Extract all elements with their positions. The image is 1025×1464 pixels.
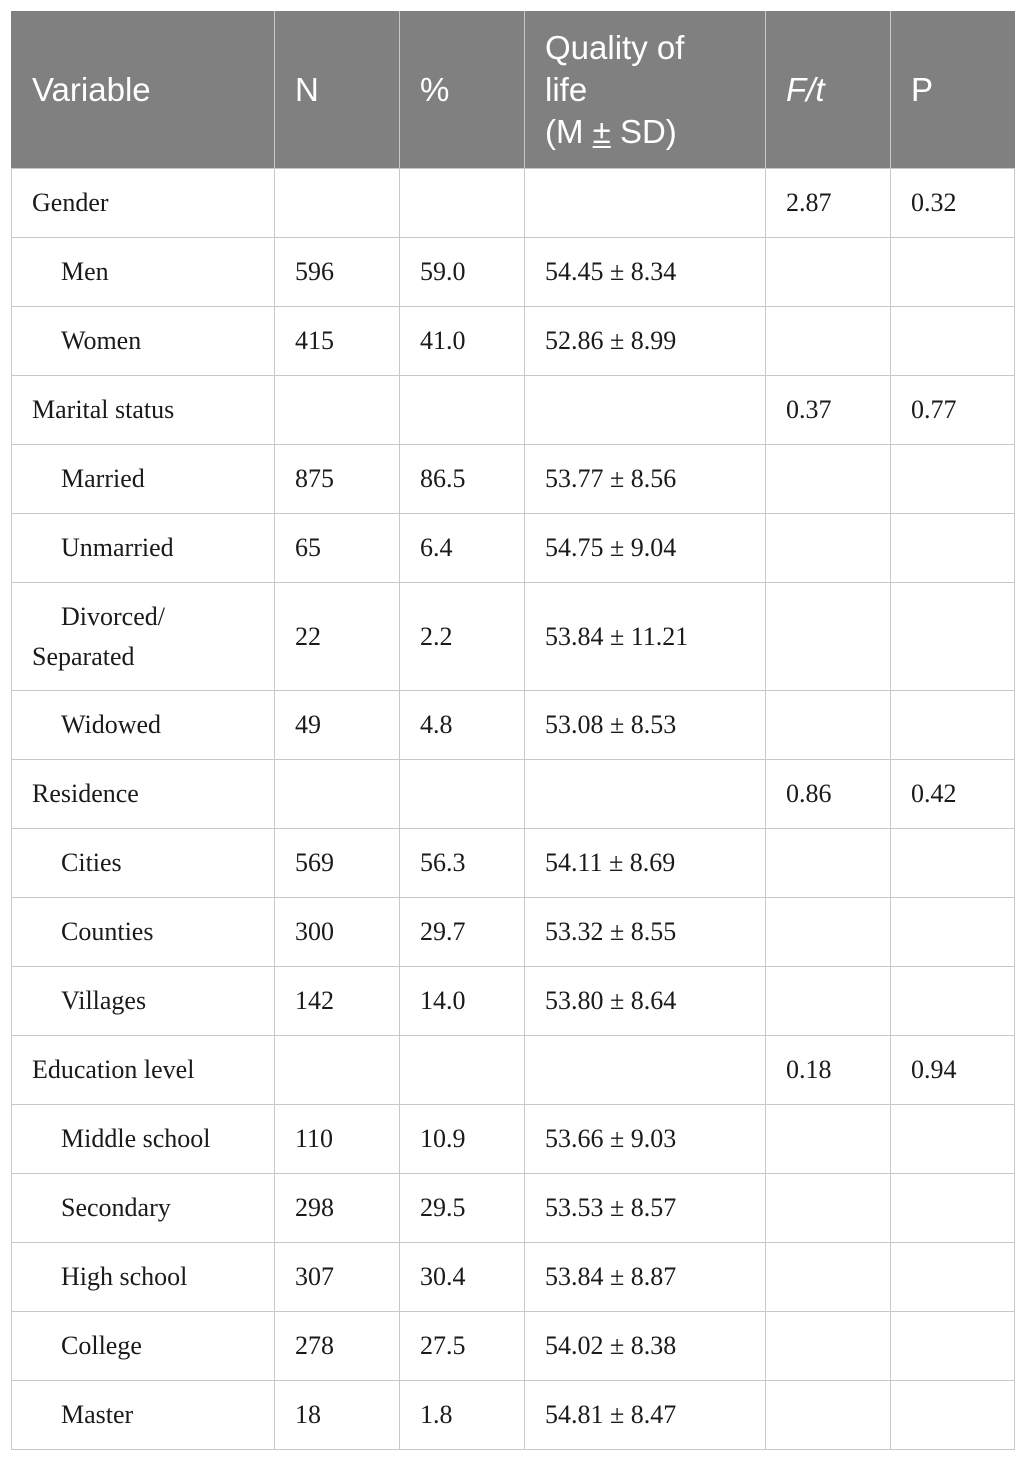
cell-p [891, 898, 1015, 967]
cell-f-t [766, 898, 891, 967]
cell-p [891, 238, 1015, 307]
cell-n: 596 [275, 238, 400, 307]
cell-p [891, 691, 1015, 760]
cell-variable: Villages [12, 967, 275, 1036]
table-row [12, 445, 1015, 514]
cell-f-t [766, 307, 891, 376]
cell-p [891, 1174, 1015, 1243]
cell-percent: 10.9 [400, 1105, 525, 1174]
cell-variable: College [12, 1312, 275, 1381]
cell-variable: High school [12, 1243, 275, 1312]
cell-percent: 2.2 [400, 583, 525, 691]
cell-p [891, 583, 1015, 691]
cell-quality-of-life: 53.32 ± 8.55 [525, 898, 766, 967]
cell-quality-of-life: 53.80 ± 8.64 [525, 967, 766, 1036]
cell-p [891, 1312, 1015, 1381]
cell-variable: Divorced/ Separated [12, 583, 275, 691]
cell-f-t: 2.87 [766, 169, 891, 238]
cell-n [275, 760, 400, 829]
table-row [12, 514, 1015, 583]
cell-f-t [766, 691, 891, 760]
cell-n [275, 1036, 400, 1105]
cell-n: 415 [275, 307, 400, 376]
table-row [12, 1312, 1015, 1381]
table-body [12, 169, 1015, 1450]
cell-quality-of-life [525, 1036, 766, 1105]
cell-quality-of-life: 54.81 ± 8.47 [525, 1381, 766, 1450]
table-row [12, 238, 1015, 307]
cell-n: 307 [275, 1243, 400, 1312]
cell-p [891, 829, 1015, 898]
cell-quality-of-life: 54.75 ± 9.04 [525, 514, 766, 583]
header-qol-line3-pre: (M [545, 112, 593, 150]
cell-n: 875 [275, 445, 400, 514]
cell-variable: Middle school [12, 1105, 275, 1174]
cell-variable: Residence [12, 760, 275, 829]
cell-variable: Counties [12, 898, 275, 967]
cell-quality-of-life: 54.02 ± 8.38 [525, 1312, 766, 1381]
table-row [12, 1105, 1015, 1174]
cell-percent: 14.0 [400, 967, 525, 1036]
cell-p [891, 1381, 1015, 1450]
table-row [12, 583, 1015, 691]
cell-quality-of-life: 52.86 ± 8.99 [525, 307, 766, 376]
table-header [12, 11, 1015, 169]
cell-f-t: 0.37 [766, 376, 891, 445]
cell-quality-of-life [525, 169, 766, 238]
header-qol-plusminus: ± [592, 112, 611, 150]
cell-percent: 29.7 [400, 898, 525, 967]
cell-n: 65 [275, 514, 400, 583]
cell-variable: Unmarried [12, 514, 275, 583]
cell-percent: 41.0 [400, 307, 525, 376]
cell-n: 569 [275, 829, 400, 898]
cell-n: 142 [275, 967, 400, 1036]
table-group-row [12, 760, 1015, 829]
cell-f-t [766, 829, 891, 898]
quality-of-life-table [11, 11, 1015, 1450]
table-row [12, 898, 1015, 967]
cell-f-t [766, 1174, 891, 1243]
cell-p: 0.94 [891, 1036, 1015, 1105]
table-row [12, 967, 1015, 1036]
cell-f-t [766, 1312, 891, 1381]
cell-f-t: 0.86 [766, 760, 891, 829]
cell-quality-of-life [525, 760, 766, 829]
cell-variable: Women [12, 307, 275, 376]
cell-quality-of-life [525, 376, 766, 445]
cell-p: 0.77 [891, 376, 1015, 445]
cell-percent: 6.4 [400, 514, 525, 583]
cell-percent [400, 169, 525, 238]
cell-n: 300 [275, 898, 400, 967]
cell-quality-of-life: 54.11 ± 8.69 [525, 829, 766, 898]
cell-p: 0.32 [891, 169, 1015, 238]
cell-f-t [766, 1105, 891, 1174]
cell-n: 49 [275, 691, 400, 760]
cell-n [275, 169, 400, 238]
table-row [12, 1174, 1015, 1243]
table-row [12, 829, 1015, 898]
cell-percent: 27.5 [400, 1312, 525, 1381]
cell-n: 22 [275, 583, 400, 691]
table-row [12, 1243, 1015, 1312]
cell-percent: 86.5 [400, 445, 525, 514]
header-qol-line1: Quality of [545, 28, 685, 66]
header-variable: Variable [12, 11, 275, 169]
table-row [12, 307, 1015, 376]
cell-percent: 4.8 [400, 691, 525, 760]
table-group-row [12, 169, 1015, 238]
table-group-row [12, 1036, 1015, 1105]
cell-n: 110 [275, 1105, 400, 1174]
cell-f-t [766, 1381, 891, 1450]
cell-n: 18 [275, 1381, 400, 1450]
cell-f-t [766, 967, 891, 1036]
cell-n [275, 376, 400, 445]
cell-quality-of-life: 53.66 ± 9.03 [525, 1105, 766, 1174]
cell-quality-of-life: 53.84 ± 8.87 [525, 1243, 766, 1312]
cell-variable: Gender [12, 169, 275, 238]
cell-f-t [766, 238, 891, 307]
cell-quality-of-life: 54.45 ± 8.34 [525, 238, 766, 307]
cell-variable: Marital status [12, 376, 275, 445]
cell-variable: Widowed [12, 691, 275, 760]
header-row [12, 11, 1015, 169]
cell-percent: 30.4 [400, 1243, 525, 1312]
cell-quality-of-life: 53.77 ± 8.56 [525, 445, 766, 514]
cell-percent: 1.8 [400, 1381, 525, 1450]
cell-percent: 29.5 [400, 1174, 525, 1243]
cell-p [891, 1243, 1015, 1312]
cell-f-t [766, 514, 891, 583]
header-qol-line3-post: SD) [610, 112, 677, 150]
header-quality-of-life [525, 11, 766, 169]
cell-f-t [766, 445, 891, 514]
cell-percent [400, 760, 525, 829]
cell-n: 298 [275, 1174, 400, 1243]
cell-p [891, 1105, 1015, 1174]
cell-percent: 56.3 [400, 829, 525, 898]
cell-variable: Married [12, 445, 275, 514]
table-row [12, 1381, 1015, 1450]
cell-p [891, 967, 1015, 1036]
header-p: P [891, 11, 1015, 169]
cell-f-t [766, 1243, 891, 1312]
cell-percent: 59.0 [400, 238, 525, 307]
cell-percent [400, 376, 525, 445]
cell-percent [400, 1036, 525, 1105]
cell-variable: Cities [12, 829, 275, 898]
cell-variable: Men [12, 238, 275, 307]
cell-quality-of-life: 53.08 ± 8.53 [525, 691, 766, 760]
cell-f-t: 0.18 [766, 1036, 891, 1105]
header-percent: % [400, 11, 525, 169]
cell-quality-of-life: 53.84 ± 11.21 [525, 583, 766, 691]
cell-n: 278 [275, 1312, 400, 1381]
header-f-t: F/t [766, 11, 891, 169]
cell-p [891, 445, 1015, 514]
cell-p: 0.42 [891, 760, 1015, 829]
header-n: N [275, 11, 400, 169]
cell-p [891, 514, 1015, 583]
table-row [12, 691, 1015, 760]
cell-p [891, 307, 1015, 376]
cell-quality-of-life: 53.53 ± 8.57 [525, 1174, 766, 1243]
header-qol-line2: life [545, 70, 588, 108]
table-group-row [12, 376, 1015, 445]
cell-f-t [766, 583, 891, 691]
cell-variable: Secondary [12, 1174, 275, 1243]
cell-variable: Master [12, 1381, 275, 1450]
cell-variable: Education level [12, 1036, 275, 1105]
